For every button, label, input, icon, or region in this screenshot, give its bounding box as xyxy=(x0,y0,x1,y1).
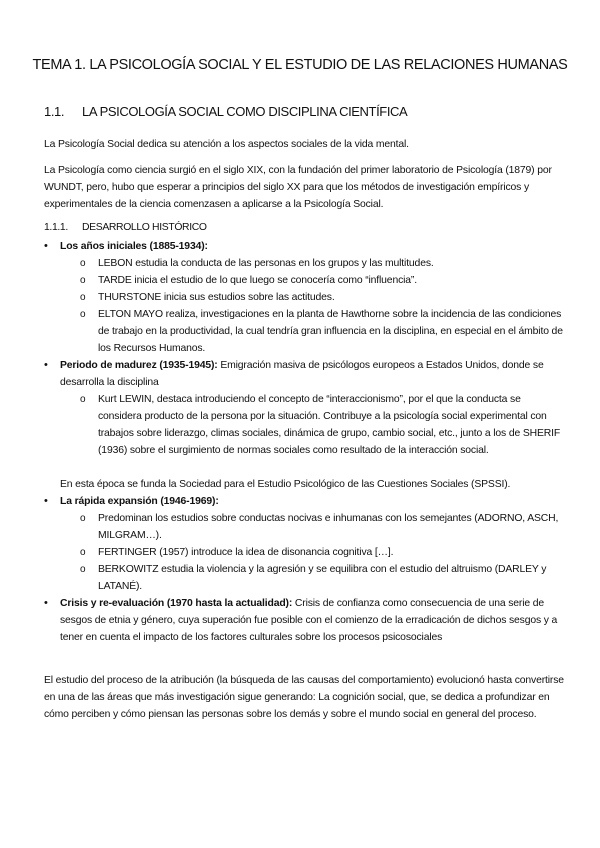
list-item: o BERKOWITZ estudia la violencia y la agresión y se equilibra con el estudio del altruismo (DARLEY y LATANÉ). xyxy=(44,561,564,595)
subsection-heading xyxy=(44,222,207,233)
subsection-number: 1.1.1. xyxy=(44,222,68,233)
section-number: 1.1. xyxy=(44,104,65,119)
circle-bullet-icon: o xyxy=(80,564,86,575)
list-item: o Kurt LEWIN, destaca introduciendo el concepto de “interaccionismo”, por el que la conducta se considera producto de la persona por la situación. Contribuye a la psicología social experimental con trabajos sobre liderazgo, climas sociales, dinámica de grupo, cambio social, etc., junto a los de SHERIF (1936) sobre el surgimiento de normas sociales como resultado de la interacción social. xyxy=(44,391,564,459)
period-note: En esta época se funda la Sociedad para el Estudio Psicológico de las Cuestiones Sociales (SPSSI). xyxy=(60,479,511,490)
section-title: LA PSICOLOGÍA SOCIAL COMO DISCIPLINA CIENTÍFICA xyxy=(82,104,408,119)
bullet-icon: • xyxy=(44,240,48,252)
circle-bullet-icon: o xyxy=(80,394,86,405)
list-item: o FERTINGER (1957) introduce la idea de disonancia cognitiva […]. xyxy=(44,544,564,561)
period-item xyxy=(44,357,564,391)
list-item: o THURSTONE inicia sus estudios sobre las actitudes. xyxy=(44,289,564,306)
sub-list xyxy=(44,255,564,357)
subsection-title: DESARROLLO HISTÓRICO xyxy=(82,222,207,233)
circle-bullet-icon: o xyxy=(80,309,86,320)
bullet-icon: • xyxy=(44,359,48,371)
circle-bullet-icon: o xyxy=(80,513,86,524)
list-item: o Predominan los estudios sobre conductas nocivas e inhumanas con los semejantes (ADORNO, ASCH, MILGRAM…). xyxy=(44,510,564,544)
period-label: La rápida expansión (1946-1969): xyxy=(60,496,219,507)
period-description: Emigración masiva de psicólogos europeos a Estados Unidos, donde se desarrolla la disciplina xyxy=(60,360,544,388)
period-label: Crisis y re-evaluación (1970 hasta la actualidad): xyxy=(60,598,293,609)
period-item xyxy=(44,595,564,646)
section-heading xyxy=(44,104,407,119)
period-item xyxy=(44,493,564,510)
period-item xyxy=(44,238,564,255)
sub-list xyxy=(44,510,564,595)
bullet-icon: • xyxy=(44,597,48,609)
circle-bullet-icon: o xyxy=(80,275,86,286)
period-label: Periodo de madurez (1935-1945): xyxy=(60,360,218,371)
period-label: Los años iniciales (1885-1934): xyxy=(60,241,208,252)
list-item: o TARDE inicia el estudio de lo que luego se conocería como “influencia”. xyxy=(44,272,564,289)
circle-bullet-icon: o xyxy=(80,292,86,303)
list-item: o ELTON MAYO realiza, investigaciones en la planta de Hawthorne sobre la incidencia de las condiciones de trabajo en la productividad, la cual tendría gran influencia en la disciplina, en especial en el ámbito de los Recursos Humanos. xyxy=(44,306,564,357)
circle-bullet-icon: o xyxy=(80,547,86,558)
bullet-icon: • xyxy=(44,495,48,507)
page-title: TEMA 1. LA PSICOLOGÍA SOCIAL Y EL ESTUDIO DE LAS RELACIONES HUMANAS xyxy=(32,57,568,73)
intro-paragraph-1: La Psicología Social dedica su atención a los aspectos sociales de la vida mental. xyxy=(44,139,409,150)
circle-bullet-icon: o xyxy=(80,258,86,269)
period-description: Crisis de confianza como consecuencia de una serie de sesgos de etnia y género, cuya superación fue posible con el comienzo de la erradicación de dichos sesgos y a tener en cuenta el impacto de los factores culturales sobre los procesos psicosociales xyxy=(60,598,558,643)
sub-list xyxy=(44,391,564,459)
list-item: o LEBON estudia la conducta de las personas en los grupos y las multitudes. xyxy=(44,255,564,272)
closing-paragraph: El estudio del proceso de la atribución (la búsqueda de las causas del comportamiento) evolucionó hasta convertirse en una de las áreas que más investigación sigue generando: La cognición social, que, se dedica a profundizar en cómo perciben y cómo piensan las personas sobre los demás y sobre el mundo social en general del proceso. xyxy=(44,675,564,720)
intro-paragraph-2: La Psicología como ciencia surgió en el siglo XIX, con la fundación del primer laboratorio de Psicología (1879) por WUNDT, pero, hubo que esperar a principios del siglo XX para que los métodos de investigación empíricos y experimentales de la ciencia comenzasen a aplicarse a la Psicología Social. xyxy=(44,165,552,210)
